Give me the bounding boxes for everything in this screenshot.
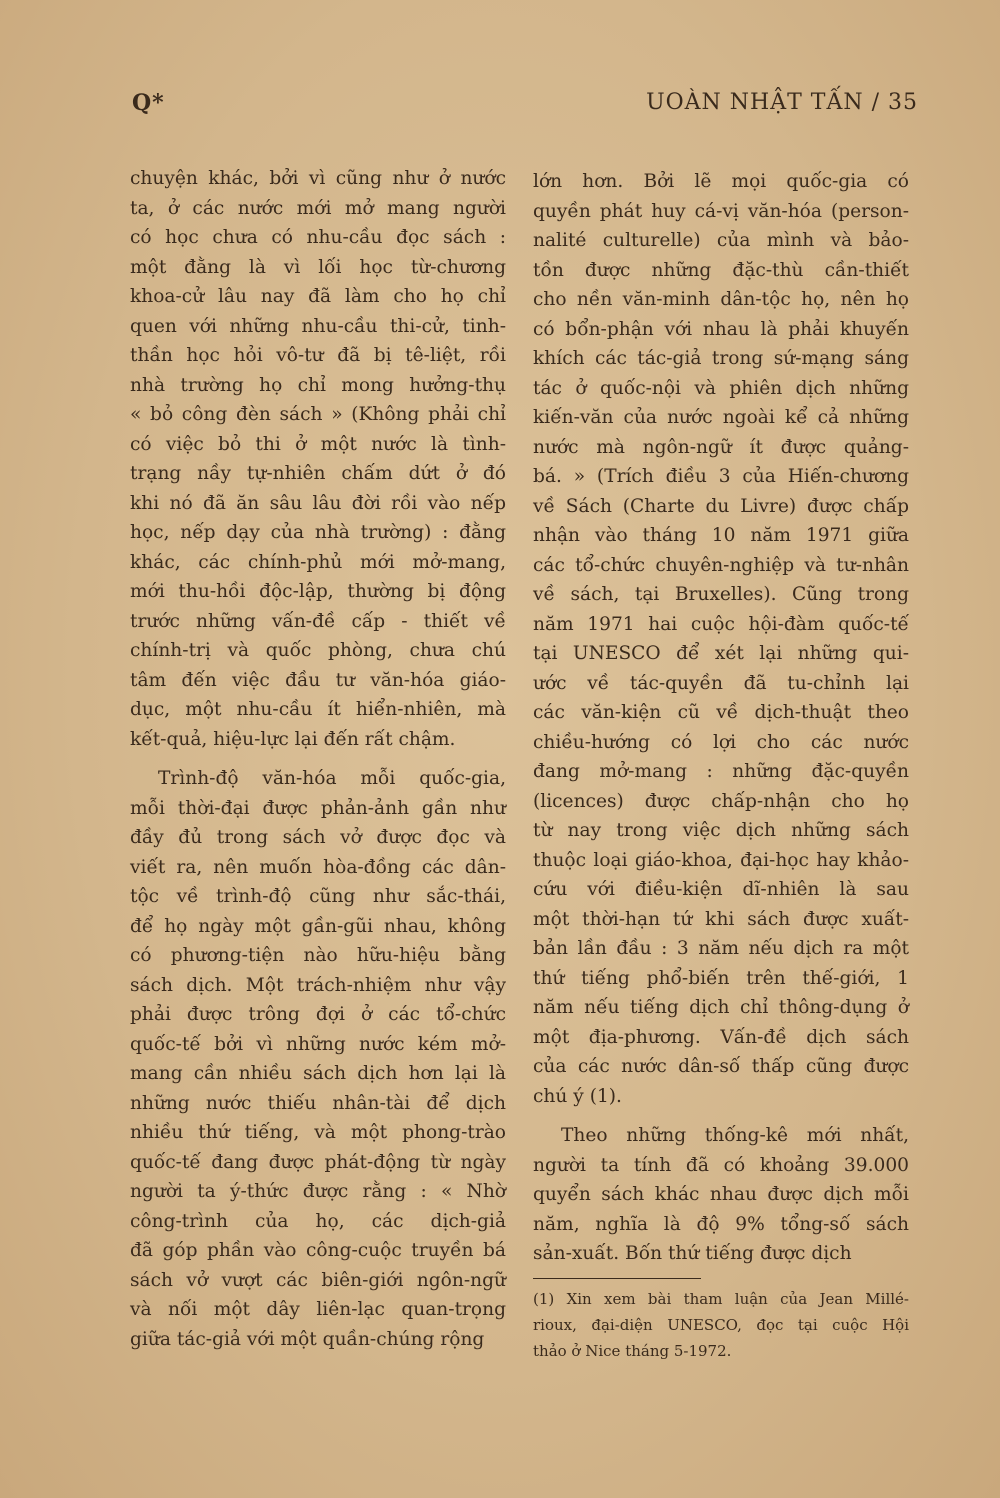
text-line: năm nếu tiếng dịch chỉ thông-dụng ở [533,997,909,1018]
text-line: năm, nghĩa là độ 9% tổng-số sách [533,1213,909,1235]
text-line: nước mà ngôn-ngữ ít được quảng- [533,436,909,458]
text-line: đầy đủ trong sách vở được đọc và [130,827,506,848]
text-line: quyền phát huy cá-vị văn-hóa (person- [533,200,909,222]
text-line: và nối một dây liên-lạc quan-trọng [130,1299,506,1320]
text-line: một địa-phương. Vấn-đề dịch sách [533,1026,909,1048]
text-line: chú ý (1). [533,1085,622,1107]
text-line: tại UNESCO để xét lại những qui- [533,643,909,664]
text-line: chiều-hướng có lợi cho các nước [533,731,909,753]
text-line: có học chưa có nhu-cầu đọc sách : [130,227,506,248]
paragraph-gap [533,1111,909,1121]
text-line: phải được trông đợi ở các tổ-chức [130,1004,506,1025]
text-line: một thời-hạn tứ khi sách được xuất- [533,908,909,930]
text-line: các tổ-chức chuyên-nghiệp và tư-nhân [533,554,909,576]
text-line: chuyện khác, bởi vì cũng như ở nước [130,168,506,189]
footnote-line: thảo ở Nice tháng 5-1972. [533,1342,732,1360]
text-line: quyển sách khác nhau được dịch mỗi [533,1184,909,1205]
text-line: nhiều thứ tiếng, và một phong-trào [130,1122,506,1143]
text-line: sách vở vượt các biên-giới ngôn-ngữ [130,1269,506,1291]
text-line: về sách, tại Bruxelles). Cũng trong [533,584,909,605]
text-line: sản-xuất. Bốn thứ tiếng được dịch [533,1243,852,1264]
text-line: các văn-kiện cũ về dịch-thuật theo [533,702,909,723]
text-line: những nước thiếu nhân-tài để dịch [130,1092,506,1114]
text-line: nalité culturelle) của mình và bảo- [533,230,909,251]
text-line: ta, ở các nước mới mở mang người [130,197,506,219]
text-line: đã góp phần vào công-cuộc truyền bá [130,1240,506,1261]
text-line: khích các tác-giả trong sứ-mạng sáng [533,348,909,369]
text-line: chính-trị và quốc phòng, chưa chú [130,640,506,661]
text-line: của các nước dân-số thấp cũng được [533,1056,909,1077]
text-line: mang cần nhiều sách dịch hơn lại là [130,1063,506,1084]
text-line: Theo những thống-kê mới nhất, [561,1125,909,1146]
text-line: lớn hơn. Bởi lẽ mọi quốc-gia có [533,171,909,192]
text-line: thuộc loại giáo-khoa, đại-học hay khảo- [533,849,909,871]
running-header: UOÀN NHẬT TẤN / 35 [646,90,918,115]
text-line: trước những vấn-đề cấp - thiết về [130,610,506,632]
text-line: mỗi thời-đại được phản-ảnh gần như [130,797,506,819]
text-line: thần học hỏi vô-tư đã bị tê-liệt, rồi [130,345,506,366]
text-line: (licences) được chấp-nhận cho họ [533,790,909,812]
text-line: người ta tính đã có khoảng 39.000 [533,1154,909,1176]
text-line: có bổn-phận với nhau là phải khuyến [533,318,909,340]
text-line: để họ ngày một gần-gũi nhau, không [130,915,506,937]
text-line: từ nay trong việc dịch những sách [533,820,909,841]
text-line: quốc-tế bởi vì những nước kém mở- [130,1033,506,1055]
page-mark: Q* [132,90,165,116]
text-line: dục, một nhu-cầu ít hiển-nhiên, mà [130,699,506,720]
text-line: tâm đến việc đầu tư văn-hóa giáo- [130,669,506,691]
text-line: quốc-tế đang được phát-động từ ngày [130,1151,506,1173]
text-line: tộc về trình-độ cũng như sắc-thái, [130,886,506,907]
footnote [533,1286,909,1364]
text-line: cho nền văn-minh dân-tộc họ, nên họ [533,289,909,310]
text-line: kết-quả, hiệu-lực lại đến rất chậm. [130,728,456,750]
text-line: bản lần đầu : 3 năm nếu dịch ra một [533,938,909,959]
text-line: giữa tác-giả với một quần-chúng rộng [130,1328,485,1350]
text-line: tồn được những đặc-thù cần-thiết [533,259,909,281]
text-line: khác, các chính-phủ mới mở-mang, [130,551,506,573]
text-line: một đằng là vì lối học từ-chương [130,256,506,278]
text-line: mới thu-hồi độc-lập, thường bị động [130,581,506,602]
text-line: về Sách (Charte du Livre) được chấp [533,495,909,517]
text-line: Trình-độ văn-hóa mỗi quốc-gia, [158,768,506,789]
text-line: ước về tác-quyền đã tu-chỉnh lại [533,672,909,694]
text-line: tác ở quốc-nội và phiên dịch những [533,377,909,399]
text-line: khi nó đã ăn sâu lâu đời rồi vào nếp [130,492,506,514]
text-line: quen với những nhu-cầu thi-cử, tinh- [130,315,506,337]
text-line: học, nếp dạy của nhà trường) : đằng [130,522,506,543]
text-line: viết ra, nên muốn hòa-đồng các dân- [130,856,506,878]
text-line: khoa-cử lâu nay đã làm cho họ chỉ [130,286,506,307]
text-line: bá. » (Trích điều 3 của Hiến-chương [533,466,909,487]
text-line: đang mở-mang : những đặc-quyền [533,761,909,782]
text-line: công-trình của họ, các dịch-giả [130,1210,506,1232]
footnote-line: (1) Xin xem bài tham luận của Jean Millé- [533,1290,909,1308]
paragraph-gap [130,754,506,764]
text-line: nhận vào tháng 10 năm 1971 giữa [533,525,909,546]
text-line: « bỏ công đèn sách » (Không phải chỉ [130,404,506,425]
text-line: trạng nầy tự-nhiên chấm dứt ở đó [130,463,506,484]
text-line: sách dịch. Một trách-nhiệm như vậy [130,974,506,996]
footnote-divider [533,1278,701,1279]
text-line: có phương-tiện nào hữu-hiệu bằng [130,945,506,966]
footnote-line: rioux, đại-diện UNESCO, đọc tại cuộc Hội [533,1316,909,1334]
text-line: người ta ý-thức được rằng : « Nhờ [130,1181,506,1202]
text-line: thứ tiếng phổ-biến trên thế-giới, 1 [533,967,909,989]
text-line: kiến-văn của nước ngoài kể cả những [533,407,909,428]
text-line: có việc bỏ thi ở một nước là tình- [130,433,506,455]
left-column [130,164,506,1354]
right-column [533,167,909,1269]
text-line: năm 1971 hai cuộc hội-đàm quốc-tế [533,613,909,635]
text-line: nhà trường họ chỉ mong hưởng-thụ [130,374,506,396]
text-line: cứu với điều-kiện dĩ-nhiên là sau [533,879,909,900]
